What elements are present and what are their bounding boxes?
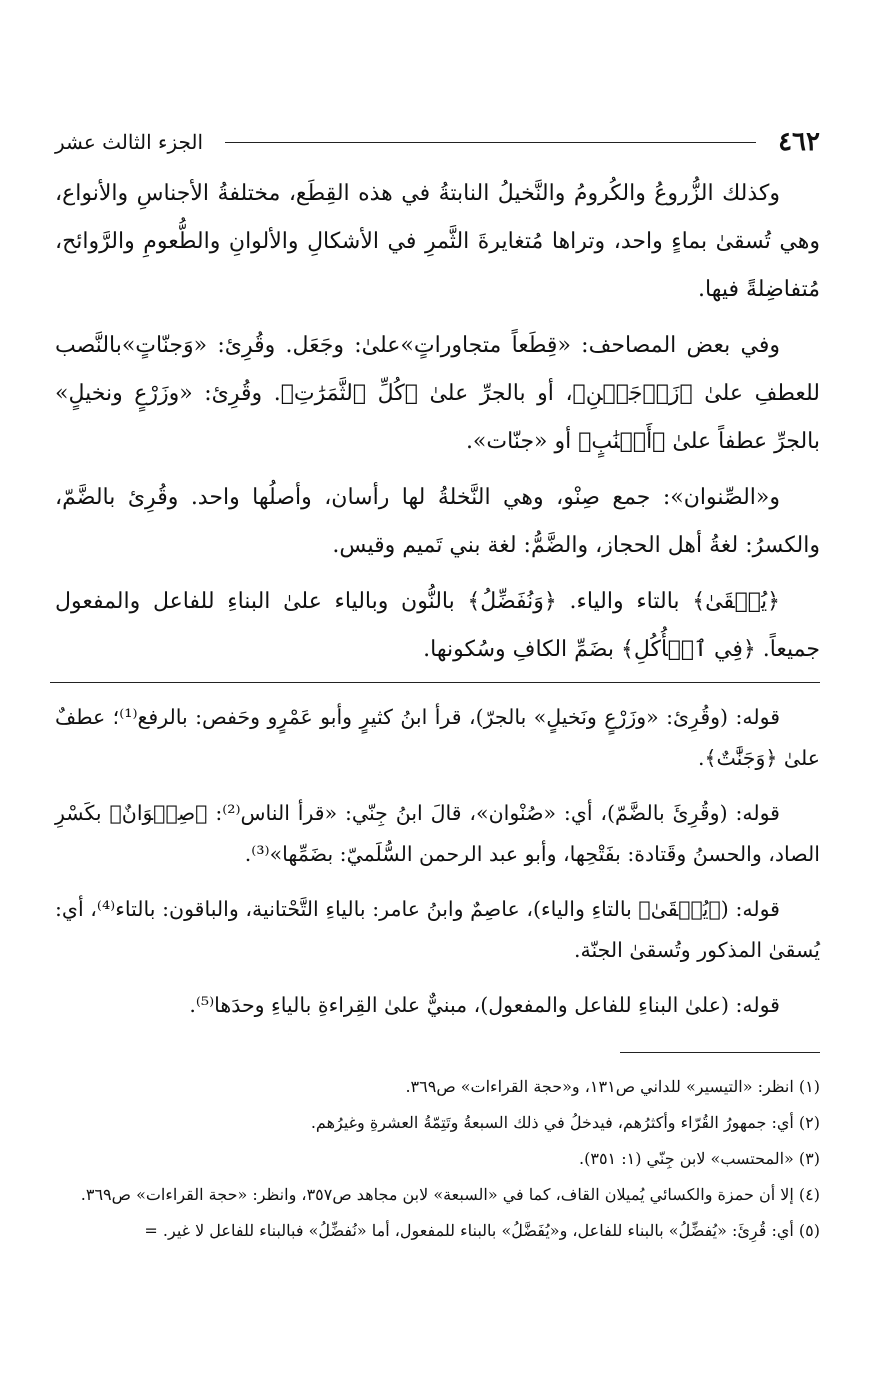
footnote: (٣) «المحتسب» لابن جِنّي (١: ٣٥١). [579,1149,820,1168]
commentary-paragraph: قوله: (علىٰ البناءِ للفاعل والمفعول)، مبنيٌّ علىٰ القِراءةِ بالياءِ وحدَها⁽⁵⁾. [189,993,780,1017]
main-paragraph: و«الصِّنوان»: جمع صِنْو، وهي النَّخلةُ لها رأسان، وأصلُها واحد. وقُرِئ بالضَّمّ، والكسرُ: لغةُ أهل الحجاز، والضَّمُّ: لغة بني تَميم وقيس. [55,485,820,558]
header-rule [225,142,756,143]
page-number: ٤٦٢ [778,127,820,157]
commentary [55,697,820,1026]
running-title: الجزء الثالث عشر [55,130,204,154]
main-paragraph: وفي بعض المصاحف: «قِطَعاً متجاوراتٍ»علىٰ: وجَعَل. وقُرِئ: «وَجنّاتٍ»بالنَّصب للعطفِ علىٰ ﴿زَوۡجَيۡنِ﴾، أو بالجرِّ علىٰ ﴿كُلِّ ٱلثَّمَرَٰتِ﴾. وقُرِئ: «وزَرْعٍ ونخيلٍ» بالجرِّ عطفاً علىٰ ﴿أَعۡنَٰبٍ﴾ أو «جنّات». [55,333,820,454]
section-divider [50,682,820,683]
footnote: (٥) أي: قُرِئَ: «يُفضِّلُ» بالبناء للفاعل، و«يُفَضَّلُ» بالبناء للمفعول، أما «نُفضِّلُ» فبالبناء للفاعل لا غير. = [144,1221,820,1240]
commentary-paragraph: قوله: (﴿يُسۡقَىٰ﴾ بالتاءِ والياء)، عاصِمٌ وابنُ عامر: بالياءِ التَّحْتانية، والباقون: بالتاء⁽⁴⁾، أي: يُسقىٰ المذكور وتُسقىٰ الجنّة. [55,897,820,962]
page-header [55,118,820,166]
book-page [55,118,820,1249]
commentary-paragraph: قوله: (وقُرِئَ بالضَّمّ)، أي: «صُنْوان»، قالَ ابنُ جِنّي: «قرأ الناس⁽²⁾: ﴿صِنۡوَانٌ﴾ بكَسْرِ الصاد، والحسنُ وقَتادة: بفَتْحِها، وأبو عبد الرحمن السُّلَميّ: بضَمِّها»⁽³⁾. [55,801,820,866]
commentary-paragraph: قوله: (وقُرِئ: «وزَرْعٍ ونَخيلٍ» بالجرّ)، قرأ ابنُ كثيرٍ وأبو عَمْرٍو وحَفص: بالرفع⁽¹⁾؛ عطفٌ علىٰ ﴿وَجَنَّٰتٌ﴾. [55,705,820,770]
footnote-rule [620,1052,820,1053]
footnote: (٢) أي: جمهورُ القُرّاء وأكثرُهم، فيدخلُ في ذلك السبعةُ وتَتِمّةُ العشرةِ وغيرُهم. [310,1113,820,1132]
footnote: (١) انظر: «التيسير» للداني ص١٣١، و«حجة القراءات» ص٣٦٩. [405,1077,820,1096]
footnote: (٤) إلا أن حمزة والكسائي يُميلان القاف، كما في «السبعة» لابن مجاهد ص٣٥٧، وانظر: «حجة القراءات» ص٣٦٩. [80,1185,820,1204]
main-paragraph: وكذلك الزُّروعُ والكُرومُ والنَّخيلُ النابتةُ في هذه القِطَع، مختلفةُ الأجناسِ والأنواع، وهي تُسقىٰ بماءٍ واحد، وتراها مُتغايرةَ الثَّمرِ في الأشكالِ والألوانِ والطُّعومِ والرَّوائح، مُتفاضِلةً فيها. [55,181,820,302]
main-text [55,170,820,674]
main-paragraph: ﴿يُسۡقَىٰ﴾ بالتاء والياء. ﴿وَنُفَضِّلُ﴾ بالنُّون وبالياء علىٰ البناءِ للفاعل والمفعول جميعاً. ﴿فِي ٱلۡأُكُلِ﴾ بضَمِّ الكافِ وسُكونها. [55,589,820,662]
footnotes [55,1069,820,1249]
